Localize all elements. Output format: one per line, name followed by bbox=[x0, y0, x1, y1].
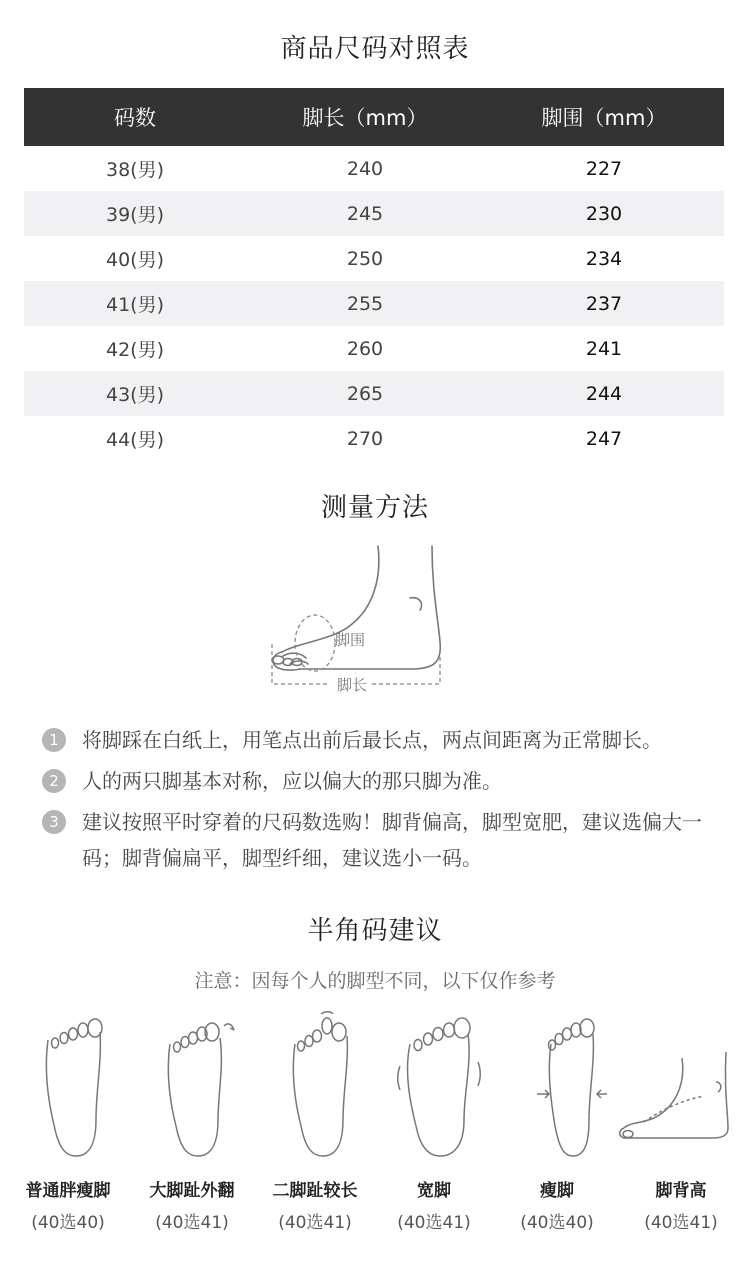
narrow-foot-icon bbox=[519, 1010, 609, 1160]
length-cell: 260 bbox=[346, 337, 384, 360]
size-cell: 41(男) bbox=[105, 294, 164, 316]
girth-cell: 234 bbox=[585, 247, 623, 270]
advice-title: 半角码建议 bbox=[307, 916, 443, 946]
girth-cell: 247 bbox=[585, 427, 623, 450]
length-cell: 270 bbox=[346, 427, 384, 450]
step-item bbox=[42, 722, 722, 758]
normal-foot-icon bbox=[40, 1010, 110, 1160]
size-cell: 44(男) bbox=[105, 429, 164, 451]
length-cell: 265 bbox=[346, 382, 384, 405]
page-title: 商品尺码对照表 bbox=[280, 34, 470, 64]
foot-type-name: 宽脚 bbox=[417, 1181, 451, 1201]
step-text: 建议按照平时穿着的尺码数选购！脚背偏高，脚型宽肥，建议选偏大一码；脚背偏扁平，脚型纤细，建议选小一码。 bbox=[82, 810, 702, 870]
girth-cell: 227 bbox=[585, 157, 623, 180]
foot-type-size: (40选41) bbox=[278, 1213, 352, 1233]
length-cell: 250 bbox=[346, 247, 384, 270]
header-size: 码数 bbox=[114, 106, 156, 130]
bunion-foot-icon bbox=[158, 1010, 238, 1160]
girth-marker bbox=[295, 615, 335, 671]
header-length: 脚长（mm） bbox=[302, 106, 428, 130]
foot-type-size: (40选40) bbox=[520, 1213, 594, 1233]
girth-label: 脚围 bbox=[335, 631, 366, 649]
measure-steps bbox=[42, 722, 722, 881]
foot-type-high-instep bbox=[614, 1010, 738, 1160]
step-number: 3 bbox=[42, 810, 66, 834]
foot-type-size: (40选41) bbox=[155, 1213, 229, 1233]
foot-type-wide bbox=[377, 1010, 501, 1160]
foot-type-name: 大脚趾外翻 bbox=[149, 1181, 235, 1201]
girth-cell: 241 bbox=[585, 337, 623, 360]
long-second-toe-icon bbox=[287, 1010, 357, 1160]
foot-type-bunion bbox=[136, 1010, 260, 1160]
foot-type-narrow bbox=[502, 1010, 626, 1160]
girth-cell: 230 bbox=[585, 202, 623, 225]
size-cell: 38(男) bbox=[105, 159, 164, 181]
size-cell: 42(男) bbox=[105, 339, 164, 361]
foot-type-name: 二脚趾较长 bbox=[272, 1181, 358, 1201]
foot-type-size: (40选40) bbox=[31, 1213, 105, 1233]
advice-note: 注意：因每个人的脚型不同，以下仅作参考 bbox=[194, 970, 556, 992]
step-text: 将脚踩在白纸上，用笔点出前后最长点，两点间距离为正常脚长。 bbox=[82, 728, 662, 752]
length-cell: 255 bbox=[346, 292, 384, 315]
size-cell: 40(男) bbox=[105, 249, 164, 271]
length-cell: 240 bbox=[346, 157, 384, 180]
length-cell: 245 bbox=[346, 202, 384, 225]
foot-type-size: (40选41) bbox=[644, 1213, 718, 1233]
foot-type-name: 普通胖瘦脚 bbox=[25, 1181, 111, 1201]
foot-type-normal bbox=[13, 1010, 137, 1160]
header-girth: 脚围（mm） bbox=[541, 106, 667, 130]
foot-type-size: (40选41) bbox=[397, 1213, 471, 1233]
wide-foot-icon bbox=[394, 1010, 484, 1160]
step-text: 人的两只脚基本对称，应以偏大的那只脚为准。 bbox=[82, 769, 502, 793]
foot-type-long-second-toe bbox=[260, 1010, 384, 1160]
foot-type-name: 瘦脚 bbox=[540, 1181, 574, 1201]
high-instep-icon bbox=[616, 1010, 736, 1160]
size-cell: 39(男) bbox=[105, 204, 164, 226]
measure-title: 测量方法 bbox=[320, 493, 429, 523]
step-number: 2 bbox=[42, 769, 66, 793]
girth-cell: 244 bbox=[585, 382, 623, 405]
step-item bbox=[42, 804, 722, 876]
step-item bbox=[42, 763, 722, 799]
length-label: 脚长 bbox=[337, 676, 368, 694]
foot-type-name: 脚背高 bbox=[655, 1181, 707, 1201]
step-number: 1 bbox=[42, 728, 66, 752]
size-cell: 43(男) bbox=[105, 384, 164, 406]
girth-cell: 237 bbox=[585, 292, 623, 315]
